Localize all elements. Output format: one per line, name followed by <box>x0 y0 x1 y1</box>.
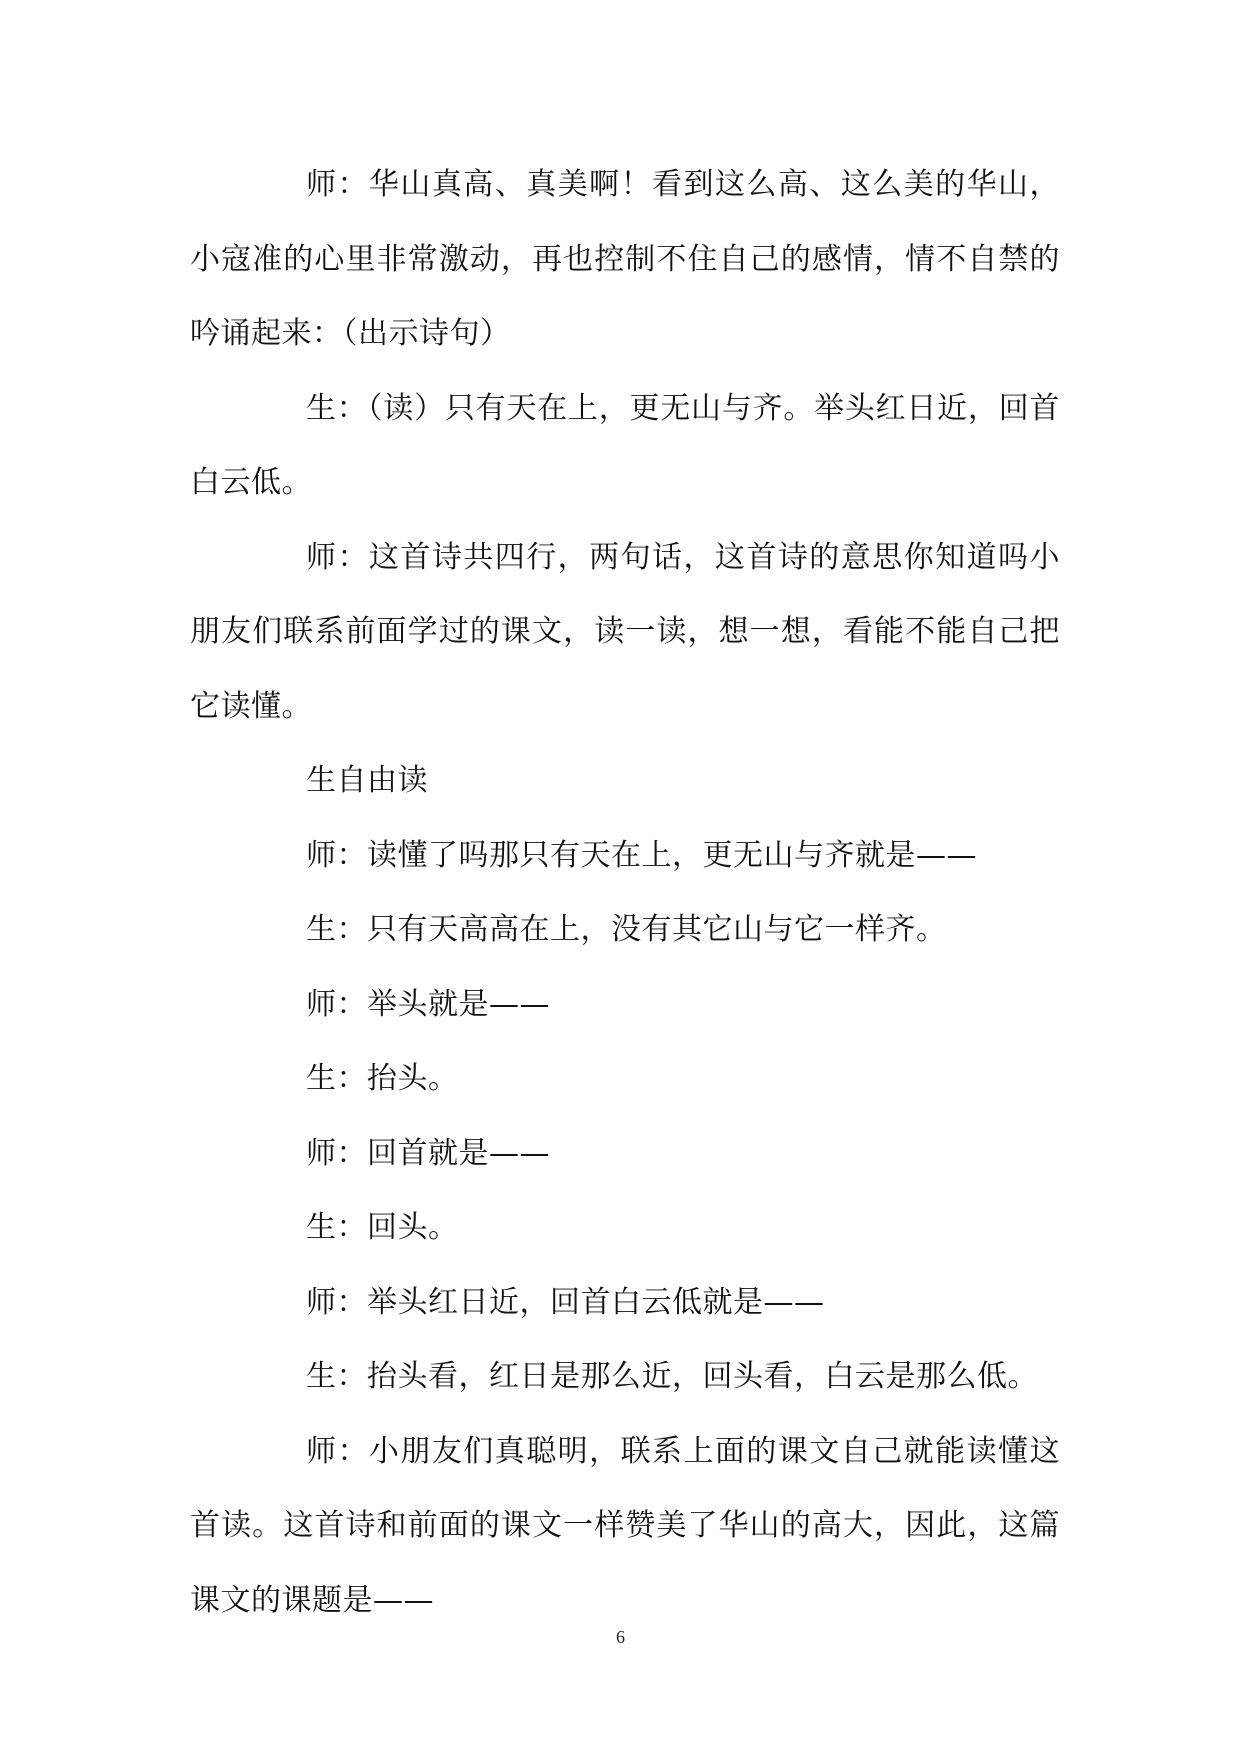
paragraph: 师：举头红日近，回首白云低就是—— <box>306 1284 825 1320</box>
paragraph: 生自由读 <box>306 763 428 798</box>
paragraph: 生：（读）只有天在上，更无山与齐。举头红日近，回首白云低。 <box>190 390 1060 500</box>
paragraph: 师：华山真高、真美啊！看到这么高、这么美的华山，小寇准的心里非常激动，再也控制不住自己的感情，情不自禁的吟诵起来：（出示诗句） <box>190 167 1060 351</box>
page-number: 6 <box>616 1627 625 1647</box>
paragraph: 师：这首诗共四行，两句话，这首诗的意思你知道吗小朋友们联系前面学过的课文，读一读，想一想，看能不能自己把它读懂。 <box>190 539 1060 724</box>
paragraph: 生：只有天高高在上，没有其它山与它一样齐。 <box>306 912 947 947</box>
paragraph: 生：抬头。 <box>306 1061 459 1096</box>
paragraph: 师：举头就是—— <box>306 986 550 1022</box>
document-body <box>190 148 1060 1638</box>
paragraph: 师：小朋友们真聪明，联系上面的课文自己就能读懂这首读。这首诗和前面的课文一样赞美了华山的高大，因此，这篇课文的课题是—— <box>190 1433 1060 1618</box>
paragraph: 生：抬头看，红日是那么近，回头看，白云是那么低。 <box>306 1359 1038 1394</box>
paragraph: 师：读懂了吗那只有天在上，更无山与齐就是—— <box>306 837 977 873</box>
paragraph: 生：回头。 <box>306 1210 459 1245</box>
paragraph: 师：回首就是—— <box>306 1135 550 1171</box>
